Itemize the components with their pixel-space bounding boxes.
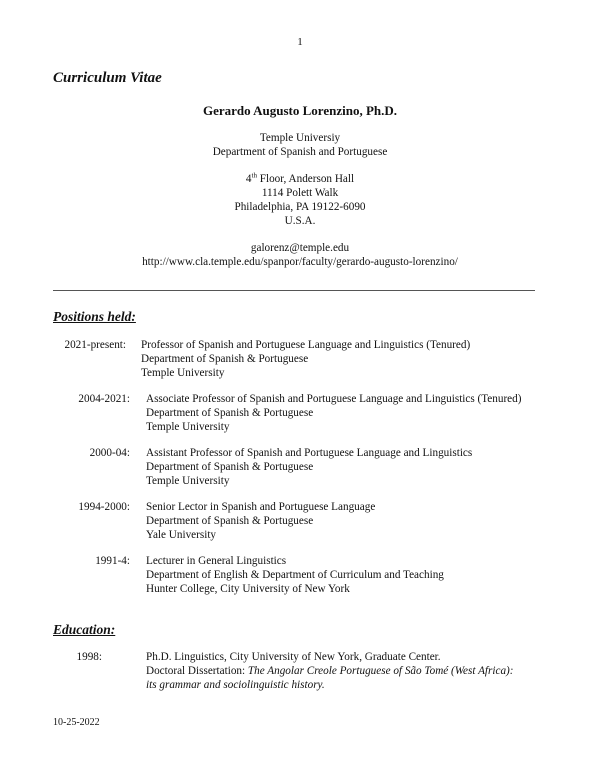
floor-superscript: th xyxy=(251,171,257,180)
position-date: 2021-present: xyxy=(64,339,126,351)
position-institution: Temple University xyxy=(146,421,230,433)
position-details xyxy=(146,554,444,596)
email-link[interactable]: galorenz@temple.edu xyxy=(250,242,350,254)
education-date: 1998: xyxy=(76,651,102,663)
floor-line xyxy=(0,172,600,186)
position-department: Department of Spanish & Portuguese xyxy=(146,407,314,419)
dissertation-title-cont: its grammar and sociolinguistic history. xyxy=(146,679,325,691)
position-date: 1994-2000: xyxy=(78,501,130,513)
education-details xyxy=(146,650,514,692)
position-date: 2004-2021: xyxy=(78,393,130,405)
city-line: Philadelphia, PA 19122-6090 xyxy=(234,201,366,213)
position-title: Associate Professor of Spanish and Portuguese Language and Linguistics (Tenured) xyxy=(146,393,522,405)
floor-number: 4 xyxy=(245,173,252,185)
header-divider xyxy=(53,290,535,291)
position-details xyxy=(146,500,375,542)
website-link[interactable]: http://www.cla.temple.edu/spanpor/faculty/gerardo-augusto-lorenzino/ xyxy=(142,256,458,268)
position-institution: Temple University xyxy=(141,367,225,379)
positions-heading: Positions held: xyxy=(53,309,136,324)
department-line: Department of Spanish and Portuguese xyxy=(212,146,388,158)
education-degree: Ph.D. Linguistics, City University of New York, Graduate Center. xyxy=(146,651,441,663)
position-department: Department of Spanish & Portuguese xyxy=(146,515,314,527)
document-title: Curriculum Vitae xyxy=(53,70,162,86)
position-date: 2000-04: xyxy=(89,447,130,459)
footer-date: 10-25-2022 xyxy=(53,717,100,728)
position-title: Professor of Spanish and Portuguese Language and Linguistics (Tenured) xyxy=(141,339,471,351)
position-details xyxy=(141,338,470,380)
position-department: Department of English & Department of Curriculum and Teaching xyxy=(146,569,444,581)
education-heading: Education: xyxy=(53,622,116,637)
university-line: Temple Universiy xyxy=(259,132,341,144)
position-title: Lecturer in General Linguistics xyxy=(146,555,287,567)
position-title: Assistant Professor of Spanish and Portuguese Language and Linguistics xyxy=(146,447,473,459)
position-institution: Temple University xyxy=(146,475,230,487)
position-details xyxy=(146,392,521,434)
dissertation-line xyxy=(146,664,514,678)
position-details xyxy=(146,446,472,488)
country-line: U.S.A. xyxy=(284,215,316,227)
position-department: Department of Spanish & Portuguese xyxy=(141,353,309,365)
street-line: 1114 Polett Walk xyxy=(261,187,339,199)
position-institution: Yale University xyxy=(146,529,217,541)
person-name: Gerardo Augusto Lorenzino, Ph.D. xyxy=(202,103,398,118)
position-institution: Hunter College, City University of New York xyxy=(146,583,350,595)
position-department: Department of Spanish & Portuguese xyxy=(146,461,314,473)
dissertation-label: Doctoral Dissertation: xyxy=(146,665,248,677)
dissertation-title: The Angolar Creole Portuguese of São Tomé (West Africa): xyxy=(247,665,514,677)
page-number: 1 xyxy=(297,36,303,48)
floor-rest: Floor, Anderson Hall xyxy=(256,173,355,185)
position-title: Senior Lector in Spanish and Portuguese Language xyxy=(146,501,376,513)
position-date: 1991-4: xyxy=(95,555,130,567)
